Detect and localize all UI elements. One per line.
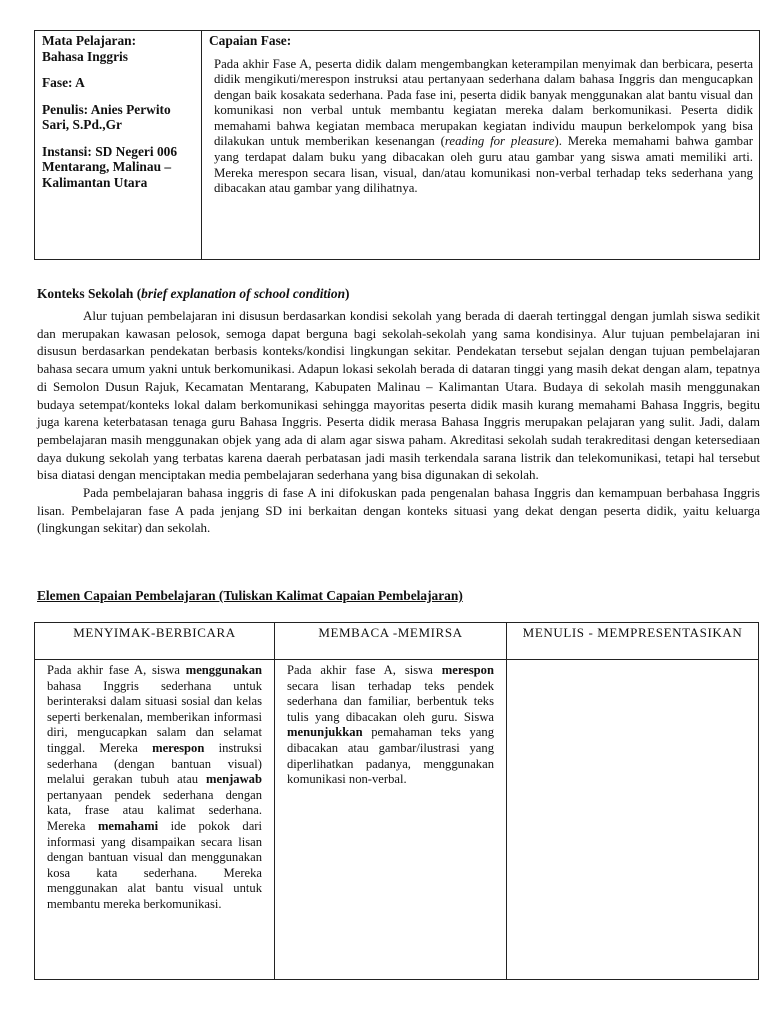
instansi-label: Instansi: SD Negeri 006 Mentarang, Malinau – Kalimantan Utara bbox=[42, 143, 178, 190]
penulis-label: Penulis: Anies Perwito Sari, S.Pd.,Gr bbox=[42, 101, 171, 132]
mata-pelajaran-value: Bahasa Inggris bbox=[42, 48, 128, 64]
cell-menyimak-berbicara bbox=[35, 660, 275, 980]
konteks-title-end: ) bbox=[345, 286, 350, 301]
konteks-title-italic: brief explanation of school condition bbox=[141, 286, 346, 301]
col1-bold-3: menjawab bbox=[206, 772, 262, 787]
capaian-fase-title: Capaian Fase: bbox=[209, 33, 292, 48]
col1-text-3: instruksi sederhana (dengan bantuan visual) melalui gerakan tubuh atau bbox=[47, 740, 262, 787]
konteks-paragraph-1: Alur tujuan pembelajaran ini disusun berdasarkan kondisi sekolah yang berada di daerah tertinggal dengan jumlah siswa sedikit dan merupakan kawasan pelosok, semoga dapat berguna bagi sekolah-sekolah yang sama kondisinya. Alur tujuan pembelajaran ini disusun berdasarkan pendekatan berbasis konteks/kondisi lingkungan sekitar. Pendekatan tersebut sejalan dengan tujuan pembelajaran bahasa secara umum yakni untuk berkomunikasi. Adapun lokasi sekolah berada di dataran tinggi yang masih dekat dengan alam, tepatnya di Semolon Dusun Rajuk, Kecamatan Mentarang, Kabupaten Malinau – Kalimantan Utara. Budaya di sekolah masih menggunakan budaya setempat/konteks lokal dalam berkomunikasi sehingga mayoritas peserta didik masih kurang memahami Bahasa Inggris, begitu juga karena keterbatasan tenaga guru Bahasa Inggris. Peserta didik merasa Bahasa Inggris merupakan pelajaran yang sulit. Jadi, dalam pembelajaran masih menggunakan objek yang ada di alam agar siswa paham. Akreditasi sekolah sudah terakreditasi dengan ketersediaan daya dukung sekolah yang terbatas karena daerah perbatasan jadi masih terkendala sarana listrik dan telekomunikasi, tetapi hal tersebut bisa diatasi dengan menciptakan media pembelajaran sederhana yang bisa digunakan di sekolah. bbox=[37, 308, 760, 483]
capaian-fase-text-part2: ). Mereka memahami bahwa gambar yang terdapat dalam buku yang dibacakan oleh guru atau gambar yang siswa amati memiliki arti. Mereka merespon secara lisan, visual, dan/atau komunikasi non-verbal terhadap teks sederhana yang dibacakan atau gambar yang dilihatnya. bbox=[214, 134, 754, 196]
capaian-fase-text-italic: reading for pleasure bbox=[444, 134, 555, 149]
header-menyimak-berbicara: MENYIMAK-BERBICARA bbox=[35, 623, 275, 660]
konteks-title-text: Konteks Sekolah ( bbox=[37, 286, 142, 301]
col2-text-2: secara lisan terhadap teks pendek sederhana dan familiar, berbentuk teks tulis yang dibacakan oleh guru. Siswa bbox=[287, 678, 494, 724]
menyimak-berbicara-text bbox=[47, 663, 262, 913]
konteks-paragraph-2: Pada pembelajaran bahasa inggris di fase A ini difokuskan pada pengenalan bahasa Inggris dan kemampuan berbahasa Inggris lisan. Pembelajaran fase A pada jenjang SD ini berkaitan dengan konteks situasi yang dekat dengan peserta didik, yaitu keluarga (lingkungan sekitar) dan sekolah. bbox=[37, 485, 760, 536]
membaca-memirsa-text bbox=[287, 663, 494, 788]
cell-menulis-mempresentasikan bbox=[507, 660, 759, 980]
fase-label: Fase: A bbox=[42, 75, 85, 90]
col1-text-4: pertanyaan pendek sederhana dengan kata, frase atau kalimat sederhana. Mereka bbox=[47, 787, 262, 833]
col1-bold-4: memahami bbox=[97, 818, 159, 833]
capaian-fase-cell bbox=[202, 31, 759, 259]
elemen-capaian-table bbox=[34, 622, 759, 980]
konteks-sekolah-body bbox=[37, 307, 760, 537]
capaian-fase-text bbox=[209, 57, 753, 197]
col1-text-1: Pada akhir fase A, siswa bbox=[47, 663, 186, 677]
col1-bold-2: merespon bbox=[152, 740, 205, 755]
col2-bold-2: menunjukkan bbox=[287, 725, 363, 740]
info-table bbox=[34, 30, 760, 260]
mata-pelajaran-label: Mata Pelajaran: bbox=[42, 33, 137, 48]
elemen-table-header-row bbox=[35, 623, 759, 660]
col1-text-2: bahasa Inggris sederhana untuk berinteraksi dalam situasi sosial dan kelas seperti berkenalan, memberikan informasi diri, mengucapkan salam dan selamat tinggal. Mereka bbox=[47, 678, 262, 755]
info-table-left-cell bbox=[35, 31, 202, 259]
col1-text-5: ide pokok dari informasi yang disampaikan secara lisan dengan bantuan visual dan menggunakan kosa kata sederhana. Mereka menggunakan alat bantu visual untuk membantu mereka berkomunikasi. bbox=[47, 818, 262, 911]
header-menulis-mempresentasikan: MENULIS - MEMPRESENTASIKAN bbox=[507, 623, 759, 660]
col2-bold-1: merespon bbox=[441, 663, 494, 677]
mata-pelajaran-block bbox=[42, 33, 195, 64]
elemen-capaian-title: Elemen Capaian Pembelajaran (Tuliskan Kalimat Capaian Pembelajaran) bbox=[37, 588, 463, 603]
header-membaca-memirsa: MEMBACA -MEMIRSA bbox=[275, 623, 507, 660]
col2-text-1: Pada akhir fase A, siswa bbox=[287, 663, 442, 677]
elemen-table-body-row bbox=[35, 660, 759, 980]
col1-bold-1: menggunakan bbox=[185, 663, 262, 677]
cell-membaca-memirsa bbox=[275, 660, 507, 980]
col2-text-3: pemahaman teks yang dibacakan atau gambar/ilustrasi yang diperlihatkan padanya, menggunakan komunikasi non-verbal. bbox=[287, 725, 494, 787]
konteks-sekolah-title bbox=[37, 286, 350, 302]
capaian-fase-text-part1: Pada akhir Fase A, peserta didik dalam mengembangkan keterampilan menyimak dan berbicara, peserta didik mengikuti/merespon instruksi atau pertanyaan sederhana dalam bahasa Inggris dan mengucapkan dengan baik kosakata sederhana. Pada fase ini, peserta didik banyak menggunakan alat bantu visual dan komunikasi non verbal untuk membantu kegiatan mereka dalam berkomunikasi. Peserta didik memahami bahwa kegiatan membaca merupakan kegiatan individu maupun berkelompok yang bisa dilakukan untuk memberikan kesenangan ( bbox=[214, 56, 753, 149]
